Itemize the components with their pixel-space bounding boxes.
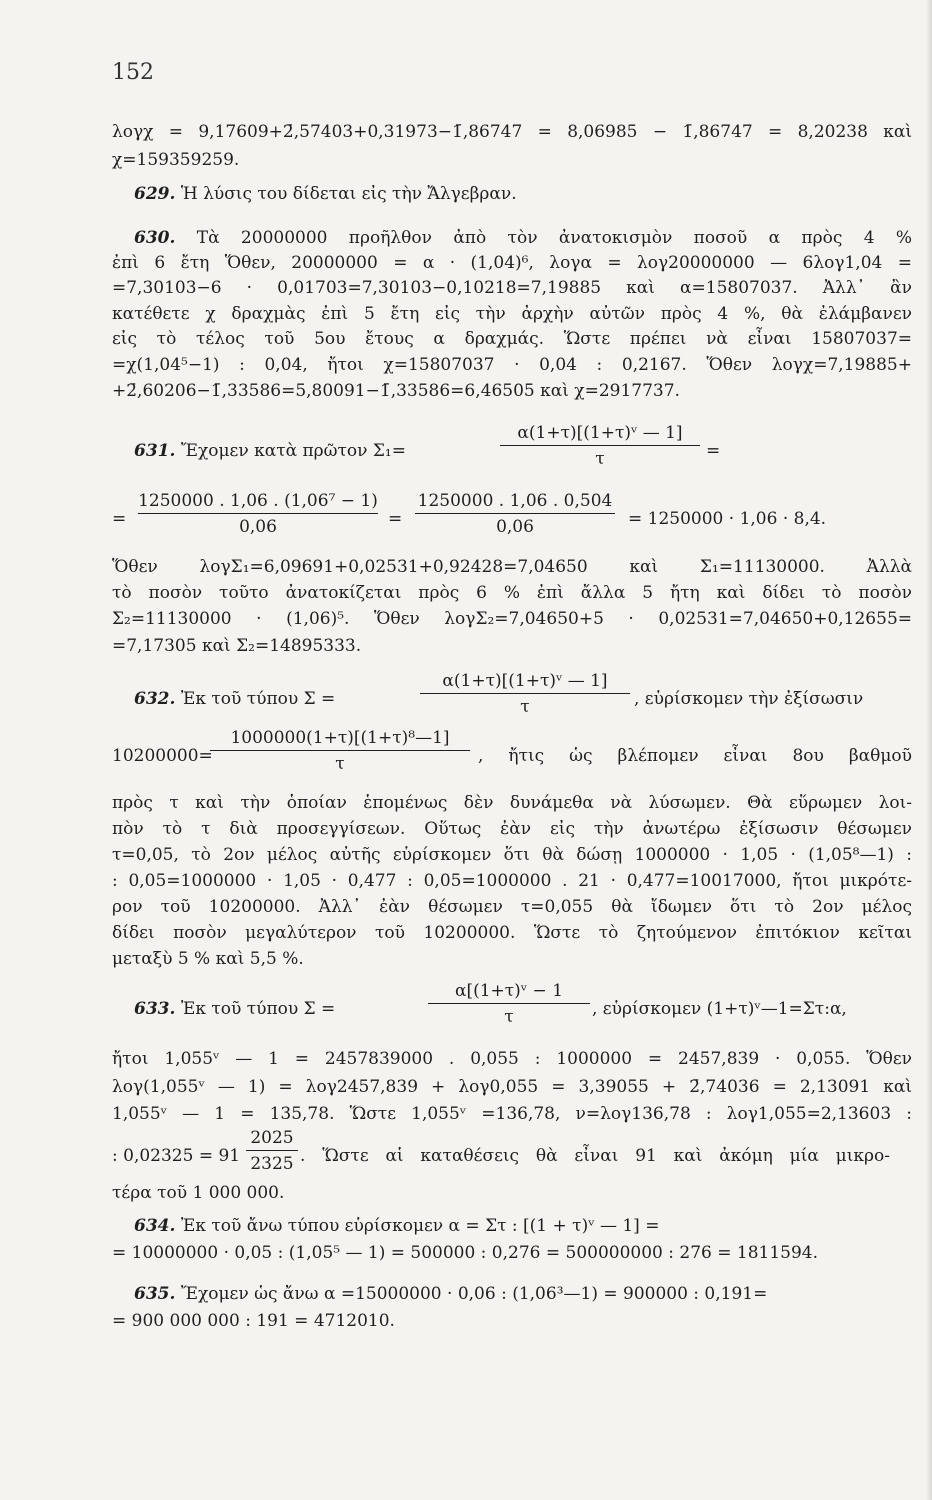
numerator: α(1+τ)[(1+τ)ᵛ — 1] — [442, 671, 608, 691]
problem-number: 631. — [134, 441, 176, 461]
text-line: τὸ ποσὸν τοῦτο ἀνατοκίζεται πρὸς 6 % ἐπὶ ἄλλα 5 ἤτη καὶ δίδει τὸ ποσὸν — [112, 583, 912, 603]
numerator: α(1+τ)[(1+τ)ᵛ — 1] — [517, 423, 683, 443]
text-line: τέρα τοῦ 1 000 000. — [112, 1183, 285, 1203]
fraction-bar — [420, 693, 630, 694]
text-line: +2̄,60206−1̄,33586=5,80091−1̄,33586=6,46505 καὶ χ=2917737. — [112, 381, 680, 401]
text-line: κατέθετε χ δραχμὰς ἐπὶ 5 ἔτη εἰς τὴν ἀρχὴν αὐτῶν πρὸς 4 %, θὰ ἐλάμβανεν — [112, 304, 912, 324]
problem-630 — [134, 227, 912, 249]
text-line: ἤτοι 1,055ᵛ — 1 = 2457839000 . 0,055 : 1000000 = 2457,839 · 0,055. Ὅθεν — [112, 1049, 912, 1069]
fraction — [428, 980, 590, 1028]
problem-number: 629. — [134, 184, 176, 204]
text-line: τ=0,05, τὸ 2ον μέλος αὐτῆς εὑρίσκομεν ὅτι θὰ δώσῃ 1000000 · 1,05 · (1,05⁸—1) : — [112, 845, 912, 865]
text-line: δίδει ποσὸν μεγαλύτερον τοῦ 10200000. Ὥστε τὸ ζητούμενον ἐπιτόκιον κεῖται — [112, 923, 912, 943]
text-line: Σ₂=11130000 · (1,06)⁵. Ὅθεν λογΣ₂=7,04650+5 · 0,02531=7,04650+0,12655= — [112, 609, 912, 629]
denominator: τ — [335, 754, 345, 774]
equals-sign: = — [388, 509, 403, 529]
denominator: τ — [595, 449, 605, 469]
problem-text: Τὰ 20000000 προῆλθον ἀπὸ τὸν ἀνατοκισμὸν ποσοῦ α πρὸς 4 % — [196, 228, 913, 248]
fraction-bar — [138, 513, 378, 514]
fraction — [415, 490, 615, 538]
problem-635 — [134, 1283, 834, 1305]
problem-629 — [134, 183, 834, 205]
fraction — [420, 670, 630, 718]
text-fragment: . Ὥστε αἱ καταθέσεις θὰ εἶναι 91 καὶ ἀκόμη μία μικρο- — [300, 1146, 890, 1166]
problem-text: Ἐκ τοῦ τύπου Σ = — [180, 689, 336, 709]
text-fragment: , εὑρίσκομεν τὴν ἐξίσωσιν — [634, 689, 864, 709]
text-fragment: , εὑρίσκομεν (1+τ)ᵛ—1=Στ:α, — [592, 999, 847, 1019]
fraction-bar — [415, 513, 615, 514]
problem-number: 635. — [134, 1284, 176, 1304]
numerator: 1250000 . 1,06 . 0,504 — [417, 491, 613, 511]
text-line: εἰς τὸ τέλος τοῦ 5ου ἔτους α δραχμάς. Ὥστε πρέπει νὰ εἶναι 15807037= — [112, 329, 912, 349]
fraction-bar — [500, 445, 700, 446]
text-line: =χ(1,04⁵−1) : 0,04, ἤτοι χ=15807037 · 0,04 : 0,2167. Ὅθεν λογχ=7,19885+ — [112, 355, 912, 375]
denominator: 0,06 — [496, 517, 534, 537]
page-number: 152 — [112, 60, 154, 85]
text-line: λογχ = 9,17609+2̄,57403+0,31973−1̄,86747 = 8,06985 − 1̄,86747 = 8,20238 καὶ — [112, 122, 912, 142]
problem-634 — [134, 1215, 834, 1237]
text-line: =7,17305 καὶ Σ₂=14895333. — [112, 636, 362, 656]
problem-text: Ἐκ τοῦ ἄνω τύπου εὑρίσκομεν α = Στ : [(1 + τ)ᵛ — 1] = — [180, 1216, 660, 1236]
page-edge — [926, 0, 932, 1500]
fraction — [210, 727, 470, 775]
text-fragment: , ἤτις ὡς βλέπομεν εἶναι 8ου βαθμοῦ — [478, 746, 912, 766]
numerator: 1250000 . 1,06 . (1,06⁷ − 1) — [138, 491, 378, 511]
problem-number: 630. — [134, 228, 176, 248]
problem-text: Ἡ λύσις του δίδεται εἰς τὴν Ἄλγεβραν. — [180, 184, 517, 204]
text-fragment: 10200000= — [112, 746, 213, 766]
text-fragment: : 0,02325 = 91 — [112, 1146, 241, 1166]
text-line: ρον τοῦ 10200000. Ἀλλ᾽ ἐὰν θέσωμεν τ=0,055 θὰ ἴδωμεν ὅτι τὸ 2ον μέλος — [112, 897, 912, 917]
fraction-bar — [246, 1150, 298, 1151]
problem-number: 632. — [134, 689, 176, 709]
text-line: μεταξὺ 5 % καὶ 5,5 %. — [112, 949, 304, 969]
numerator: 1000000(1+τ)[(1+τ)⁸—1] — [230, 728, 450, 748]
problem-text: Ἐκ τοῦ τύπου Σ = — [180, 999, 336, 1019]
problem-632-lead — [134, 688, 335, 710]
problem-number: 633. — [134, 999, 176, 1019]
text-fragment: = 1250000 · 1,06 · 8,4. — [628, 509, 827, 529]
denominator: 0,06 — [239, 517, 277, 537]
problem-631-lead — [134, 440, 406, 462]
problem-number: 634. — [134, 1216, 176, 1236]
text-line: = 900 000 000 : 191 = 4712010. — [112, 1311, 395, 1331]
fraction — [138, 490, 378, 538]
fraction-bar — [428, 1003, 590, 1004]
text-line: =7,30103−6 · 0,01703=7,30103−0,10218=7,19885 καὶ α=15807037. Ἀλλ᾽ ἂν — [112, 278, 912, 298]
fraction — [246, 1127, 298, 1175]
text-line: ἐπὶ 6 ἔτη Ὅθεν, 20000000 = α · (1,04)⁶, λογα = λογ20000000 — 6λογ1,04 = — [112, 253, 912, 273]
problem-text: Ἔχομεν κατὰ πρῶτον Σ₁= — [180, 441, 406, 461]
text-line: 1,055ᵛ — 1 = 135,78. Ὥστε 1,055ᵛ =136,78, ν=λογ136,78 : λογ1,055=2,13603 : — [112, 1104, 912, 1124]
equals-sign: = — [112, 509, 127, 529]
text-line: πρὸς τ καὶ τὴν ὁποίαν ἑπομένως δὲν δυνάμεθα νὰ λύσωμεν. Θὰ εὕρωμεν λοι- — [112, 793, 912, 813]
text-line: λογ(1,055ᵛ — 1) = λογ2457,839 + λογ0,055 = 3,39055 + 2̄,74036 = 2,13091 καὶ — [112, 1077, 912, 1097]
text-line: : 0,05=1000000 · 1,05 · 0,477 : 0,05=1000000 . 21 · 0,477=10017000, ἤτοι μικρότε- — [112, 871, 912, 891]
text-line: πὸν τὸ τ διὰ προσεγγίσεων. Οὕτως ἐὰν εἰς τὴν ἀνωτέρω ἐξίσωσιν θέσωμεν — [112, 819, 912, 839]
text-line: = 10000000 · 0,05 : (1,05⁵ — 1) = 500000 : 0,276 = 500000000 : 276 = 1811594. — [112, 1243, 819, 1263]
denominator: τ — [520, 697, 530, 717]
equals-sign: = — [706, 441, 721, 461]
numerator: α[(1+τ)ᵛ − 1 — [454, 981, 564, 1001]
numerator: 2025 — [250, 1128, 294, 1148]
problem-633-lead — [134, 998, 335, 1020]
denominator: 2325 — [250, 1154, 294, 1174]
fraction — [500, 422, 700, 470]
text-line: Ὅθεν λογΣ₁=6,09691+0,02531+0,92428=7,04650 καὶ Σ₁=11130000. Ἀλλὰ — [112, 557, 912, 577]
denominator: τ — [504, 1007, 514, 1027]
problem-text: Ἔχομεν ὡς ἄνω α =15000000 · 0,06 : (1,06³—1) = 900000 : 0,191= — [180, 1284, 768, 1304]
fraction-bar — [210, 750, 470, 751]
text-line: χ=159359259. — [112, 150, 240, 170]
